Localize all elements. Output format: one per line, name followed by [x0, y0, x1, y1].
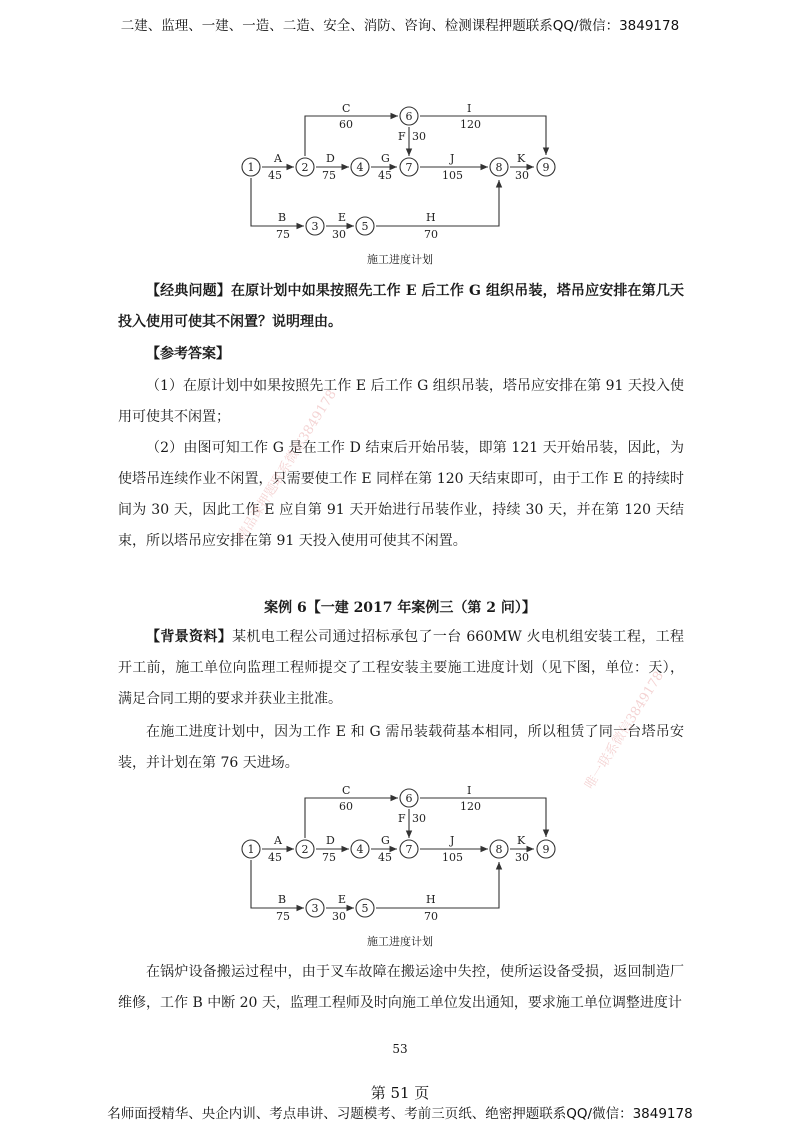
background-paragraph — [118, 622, 684, 715]
node-8 — [490, 840, 508, 858]
node-4 — [351, 840, 369, 858]
svg-text:6: 6 — [405, 110, 413, 123]
svg-text:4: 4 — [356, 161, 364, 174]
dur-I: 120 — [460, 118, 481, 131]
answer-tag: 【参考答案】 — [146, 346, 230, 362]
question-text: 在原计划中如果按照先工作 E 后工作 G 组织吊装，塔吊应安排在第几天投入使用可使其不闲置？说明理由。 — [118, 283, 685, 330]
dur-G: 45 — [378, 851, 392, 864]
node-5 — [356, 217, 374, 235]
dur-A: 45 — [268, 851, 282, 864]
dur-B: 75 — [276, 910, 290, 923]
node-5 — [356, 899, 374, 917]
svg-text:7: 7 — [405, 161, 413, 174]
dur-F: 30 — [412, 812, 426, 825]
dur-D: 75 — [322, 169, 336, 182]
background-tag: 【背景资料】 — [146, 629, 233, 645]
label-D: D — [326, 152, 335, 165]
dur-G: 45 — [378, 169, 392, 182]
svg-text:1: 1 — [247, 843, 255, 856]
background-text: 某机电工程公司通过招标承包了一台 660MW 火电机组安装工程，工程开工前，施工单位向监理工程师提交了工程安装主要施工进度计划（见下图，单位：天），满足合同工期的要求并获业主批准。 — [118, 629, 684, 707]
node-6 — [400, 107, 418, 125]
label-J: J — [450, 834, 455, 847]
node-8 — [490, 158, 508, 176]
label-G: G — [381, 834, 390, 847]
label-D: D — [326, 834, 335, 847]
dur-K: 30 — [515, 851, 529, 864]
page-tag: 第 51 页 — [370, 1084, 430, 1102]
label-B: B — [278, 211, 287, 224]
label-J: J — [450, 152, 455, 165]
node-9 — [537, 158, 555, 176]
label-K: K — [517, 834, 526, 847]
network-diagram-2 — [236, 782, 566, 932]
label-F: F — [398, 812, 406, 825]
label-B: B — [278, 893, 287, 906]
label-E: E — [338, 893, 347, 906]
node-7 — [400, 158, 418, 176]
label-I: I — [467, 102, 472, 115]
page-number: 53 — [392, 1042, 408, 1056]
label-I: I — [467, 784, 472, 797]
question-paragraph — [118, 276, 684, 338]
svg-text:6: 6 — [405, 792, 413, 805]
dur-J: 105 — [442, 851, 463, 864]
label-C: C — [342, 102, 351, 115]
svg-text:5: 5 — [361, 902, 369, 915]
question-tag: 【经典问题】 — [146, 283, 231, 299]
answer-1: （1）在原计划中如果按照先工作 E 后工作 G 组织吊装，塔吊应安排在第 91 天投入使用可使其不闲置； — [118, 378, 684, 425]
node-7 — [400, 840, 418, 858]
network-diagram-1 — [236, 100, 566, 250]
dur-F: 30 — [412, 130, 426, 143]
node-3 — [306, 217, 324, 235]
label-G: G — [381, 152, 390, 165]
svg-text:8: 8 — [495, 161, 503, 174]
node-6 — [400, 789, 418, 807]
label-K: K — [517, 152, 526, 165]
svg-text:4: 4 — [356, 843, 364, 856]
dur-H: 70 — [424, 910, 438, 923]
dur-H: 70 — [424, 228, 438, 241]
svg-text:7: 7 — [405, 843, 413, 856]
diagram-caption-1: 施工进度计划 — [367, 253, 433, 266]
svg-text:3: 3 — [311, 902, 319, 915]
node-1 — [242, 840, 260, 858]
page-footer: 名师面授精华、央企内训、考点串讲、习题模考、考前三页纸、绝密押题联系QQ/微信：3849178 — [107, 1106, 693, 1122]
svg-text:2: 2 — [301, 161, 309, 174]
svg-text:9: 9 — [542, 843, 550, 856]
label-A: A — [274, 834, 282, 847]
dur-D: 75 — [322, 851, 336, 864]
label-C: C — [342, 784, 351, 797]
case-paragraph-3: 在锅炉设备搬运过程中，由于叉车故障在搬运途中失控，使所运设备受损，返回制造厂维修，工作 B 中断 20 天，监理工程师及时向施工单位发出通知，要求施工单位调整进度计 — [118, 964, 684, 1011]
watermark: 唯一联系微信3849178 — [582, 668, 668, 793]
dur-E: 30 — [332, 228, 346, 241]
svg-text:3: 3 — [311, 220, 319, 233]
watermark: 精品课押题联系微信3849178 — [234, 387, 340, 544]
dur-I: 120 — [460, 800, 481, 813]
dur-J: 105 — [442, 169, 463, 182]
dur-K: 30 — [515, 169, 529, 182]
node-9 — [537, 840, 555, 858]
label-F: F — [398, 130, 406, 143]
node-2 — [296, 158, 314, 176]
svg-text:2: 2 — [301, 843, 309, 856]
svg-text:5: 5 — [361, 220, 369, 233]
label-E: E — [338, 211, 347, 224]
dur-A: 45 — [268, 169, 282, 182]
case-title: 案例 6【一建 2017 年案例三（第 2 问）】 — [264, 600, 536, 616]
page-header: 二建、监理、一建、一造、二造、安全、消防、咨询、检测课程押题联系QQ/微信：3849178 — [120, 18, 680, 34]
node-2 — [296, 840, 314, 858]
answer-2: （2）由图可知工作 G 是在工作 D 结束后开始吊装，即第 121 天开始吊装，因此，为使塔吊连续作业不闲置，只需要使工作 E 同样在第 120 天结束即可，由于工作 E 的持续时间为 30 天，因此工作 E 应自第 91 天开始进行吊装作业，持续 30 天，并在第 120 天结束，所以塔吊应安排在第 91 天投入使用可使其不闲置。 — [118, 440, 684, 549]
svg-text:8: 8 — [495, 843, 503, 856]
dur-C: 60 — [339, 118, 353, 131]
label-H: H — [426, 893, 436, 906]
dur-B: 75 — [276, 228, 290, 241]
node-4 — [351, 158, 369, 176]
svg-text:9: 9 — [542, 161, 550, 174]
node-1 — [242, 158, 260, 176]
svg-text:1: 1 — [247, 161, 255, 174]
case-paragraph-2: 在施工进度计划中，因为工作 E 和 G 需吊装载荷基本相同，所以租赁了同一台塔吊安装，并计划在第 76 天进场。 — [118, 724, 684, 771]
dur-E: 30 — [332, 910, 346, 923]
dur-C: 60 — [339, 800, 353, 813]
diagram-caption-2: 施工进度计划 — [367, 935, 433, 948]
label-A: A — [274, 152, 282, 165]
label-H: H — [426, 211, 436, 224]
node-3 — [306, 899, 324, 917]
